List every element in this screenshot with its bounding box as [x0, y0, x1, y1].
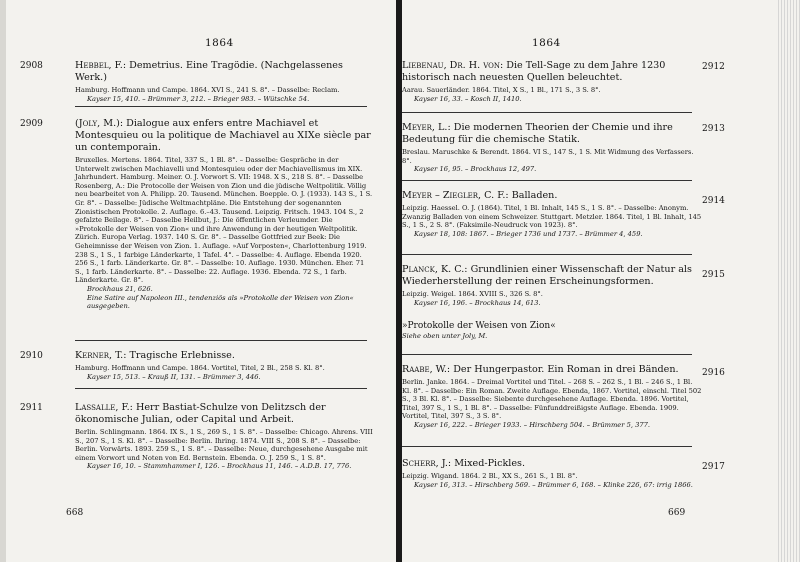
entry-heading — [402, 60, 702, 84]
entry-heading — [75, 350, 373, 362]
entry-author: Meyer – Ziegler, C. F.: — [402, 190, 509, 201]
page-header-year: 1864 — [532, 37, 561, 49]
entry-references: Kayser 16, 95. – Brockhaus 12, 497. — [414, 165, 537, 174]
entry-references: Kayser 16, 33. – Kosch II, 1410. — [414, 94, 522, 103]
entry-references: Kayser 15, 410. – Brümmer 3, 212. – Brieger 983. – Wütschke 54. — [87, 94, 310, 103]
entry-title: Der Hungerpastor. Ein Roman in drei Bänden. — [453, 364, 679, 375]
entry-title: Herr Bastiat-Schulze von Delitzsch der ökonomische Julian, oder Capital und Arbeit. — [75, 402, 326, 425]
entry-body: Hamburg. Hoffmann und Campe. 1864. Vortitel, Titel, 2 Bl., 258 S. Kl. 8°. — [75, 364, 325, 372]
cross-reference-title: »Protokolle der Weisen von Zion« — [402, 321, 556, 331]
entry-2916 — [402, 364, 702, 430]
entry-heading — [402, 458, 702, 470]
entry-body: Leipzig. Haessel. O. J. (1864). Titel, 1 Bl. Inhalt, 145 S., 1 S. 8°. – Dasselbe: Anonym. Zwanzig Balladen von einem Schweizer. Stuttgart. Metzler. 1864. Titel, 1 Bl. Inhalt, 145 S., 1 S., 2 S. 8°. (Faksimile-Neudruck von 1923). 8°. — [402, 204, 702, 230]
entry-body: Hamburg. Hoffmann und Campe. 1864. XVI S., 241 S. 8°. – Dasselbe: Reclam. — [75, 86, 340, 94]
divider — [75, 388, 367, 389]
entry-number: 2914 — [702, 196, 725, 206]
entry-note: Eine Satire auf Napoleon III., tendenziös als »Protokolle der Weisen von Zion« ausgegeben. — [87, 293, 354, 311]
entry-title: Balladen. — [511, 190, 558, 201]
entry-heading — [402, 190, 702, 202]
entry-author: Planck, K. C.: — [402, 264, 468, 275]
entry-number: 2913 — [702, 124, 725, 134]
entry-author: Hebbel, F.: — [75, 60, 127, 71]
entry-title: Dialogue aux enfers entre Machiavel et Montesquieu ou la politique de Machiavel au XIXe siècle par un contemporain. — [75, 118, 371, 153]
entry-heading — [402, 364, 702, 376]
entry-body: Bruxelles. Mertens. 1864. Titel, 337 S., 1 Bl. 8°. – Dasselbe: Gespräche in der Unterwelt zwischen Machiavelli und Montesquieu oder der Machiavellismus im XIX. Jahrhundert. Hamburg. Meiner. O. J. Vorwort S. VII: 1948. X S., 218 S. 8°. – Dasselbe Rosenberg, A.: Die Protocolle der Weisen von Zion und die jüdische Weltpolitik. Völlig neu bearbeitet von A. Philipp. 20. Tausend. München. Boepple. O. J. (1933). 143 S., 1 S. Gr. 8°. – Dasselbe: Jüdische Weltmachtpläne. Die Entstehung der sogenannten Zionistischen Protokolle. 2. Auflage. 6.–43. Tausend. Leipzig. Fritsch. 1943. 104 S., 2 gefalzte Beilage. 8°. – Dasselbe Heilbut, J.: Die öffentlichen Verleumder. Die »Protokolle der Weisen von Zion« und ihre Anwendung in der heutigen Weltpolitik. Zürich. Europa Verlag. 1937. 140 S. Gr. 8°. – Dasselbe Gottfried zur Beek: Die Geheimnisse der Weisen von Zion. 1. Auflage. »Auf Vorposten«, Charlottenburg 1919. 238 S., 1 S., 1 farbige Länderkarte, 1 Tafel. 4°. – Dasselbe: 4. Auflage. Ebenda 1920. 256 S., 1 farb. Länderkarte. Gr. 8°. – Dasselbe: 10. Auflage. 1930. München. Eher. 71 S., 1 farb. Länderkarte. 8°. – Dasselbe: 22. Auflage. 1936. Ebenda. 72 S., 1 farb. Länderkarte. Gr. 8°. — [75, 156, 373, 285]
entry-references: Kayser 16, 222. – Brieger 1933. – Hirschberg 504. – Brümmer 5, 377. — [414, 420, 650, 429]
cross-reference-target: Siehe oben unter Joly, M. — [402, 332, 488, 340]
entry-body: Breslau. Maruschke & Berendt. 1864. VI S., 147 S., 1 S. Mit Widmung des Verfassers. 8°. — [402, 148, 694, 165]
entry-references: Kayser 16, 196. – Brockhaus 14, 613. — [414, 298, 541, 307]
entry-2908 — [20, 60, 373, 103]
entry-title: Grundlinien einer Wissenschaft der Natur als Wiederherstellung der reinen Erscheinungsformen. — [402, 264, 692, 287]
divider — [402, 254, 692, 255]
divider — [402, 446, 692, 447]
entry-references: Kayser 15, 513. – Krauß II, 131. – Brümmer 3, 446. — [87, 372, 261, 381]
entry-heading — [402, 122, 702, 146]
entry-number: 2908 — [20, 61, 43, 71]
entry-references: Brockhaus 21, 626. — [87, 284, 153, 293]
entry-author: Raabe, W.: — [402, 364, 451, 375]
entry-title: Mixed-Pickles. — [454, 458, 526, 469]
entry-body: Berlin. Janke. 1864. – Dreimal Vortitel und Titel. – 268 S. – 262 S., 1 Bl. – 246 S., 1 Bl. Kl. 8°. – Dasselbe: Ein Roman. Zweite Auflage. Ebenda, 1867. Vortitel, einschl. Titel 502 S., 3 Bl. Kl. 8°. – Dasselbe: Siebente durchgesehene Auflage. Ebenda. 1896. Vortitel, Titel, 397 S., 1 S., 1 Bl. 8°. – Dasselbe: Fünfunddreißigste Auflage. Ebenda. 1909. Vortitel, Titel, 397 S., 3 S. 8°. — [402, 378, 702, 421]
entry-2909 — [20, 118, 373, 311]
divider — [75, 106, 367, 107]
entry-number: 2911 — [20, 403, 43, 413]
entry-2917 — [402, 458, 702, 489]
entry-2910 — [20, 350, 373, 381]
entry-number: 2910 — [20, 351, 43, 361]
divider — [402, 112, 692, 113]
entry-2915 — [402, 264, 702, 307]
right-page — [402, 0, 800, 562]
entry-number: 2912 — [702, 62, 725, 72]
entry-references: Kayser 16, 10. – Stammhammer I, 126. – Brockhaus 11, 146. – A.D.B. 17, 776. — [87, 462, 352, 471]
entry-2914 — [402, 190, 702, 238]
page-number: 668 — [66, 508, 84, 518]
entry-body: Leipzig. Weigel. 1864. XVIII S., 326 S. 8°. — [402, 290, 543, 298]
entry-author: Meyer, L.: — [402, 122, 451, 133]
entry-author: Scherr, J.: — [402, 458, 452, 469]
entry-number: 2909 — [20, 119, 43, 129]
entry-author: Liebenau, Dr. H. von: — [402, 60, 504, 71]
entry-heading — [75, 402, 373, 426]
page-edge — [778, 0, 800, 562]
divider — [402, 180, 692, 181]
entry-title: Die modernen Theorien der Chemie und ihre Bedeutung für die chemische Statik. — [402, 122, 673, 145]
cross-reference — [402, 320, 702, 341]
entry-author: Lassalle, F.: — [75, 402, 133, 413]
entry-2911 — [20, 402, 373, 471]
entry-author: (Joly, M.): — [75, 118, 124, 129]
page-header-year: 1864 — [205, 37, 234, 49]
entry-references: Kayser 18, 108: 1867. – Brieger 1736 und 1737. – Brümmer 4, 459. — [414, 229, 643, 238]
entry-text — [402, 60, 702, 103]
entry-heading — [402, 264, 702, 288]
entry-heading — [75, 118, 373, 154]
entry-title: Demetrius. Eine Tragödie. (Nachgelassenes Werk.) — [75, 60, 343, 83]
entry-heading — [75, 60, 373, 84]
entry-2913 — [402, 122, 702, 174]
entry-body: Berlin. Schlingmann. 1864. IX S., 1 S., 269 S., 1 S. 8°. – Dasselbe: Chicago. Ahrens. VIII S., 207 S., 1 S. Kl. 8°. – Dasselbe: Berlin. Ihring. 1874. VIII S., 208 S. 8°. – Dasselbe: Berlin. Vorwärts. 1893. 259 S., 1 S. 8°. – Dasselbe: Neue, durchgesehene Ausgabe mit einem Vorwort und Noten von Ed. Bernstein. Ebenda. O. J. 259 S., 1 S. 8°. — [75, 428, 373, 462]
entry-author: Kerner, T.: — [75, 350, 127, 361]
page-edge — [0, 0, 6, 562]
divider — [402, 354, 692, 355]
entry-references: Kayser 16, 313. – Hirschberg 569. – Brümmer 6, 168. – Klinke 226, 67: irrig 1866. — [414, 480, 693, 489]
page-number: 669 — [668, 508, 686, 518]
divider — [75, 340, 367, 341]
left-page — [0, 0, 396, 562]
entry-number: 2915 — [702, 270, 725, 280]
entry-number: 2916 — [702, 368, 725, 378]
entry-title: Tragische Erlebnisse. — [129, 350, 235, 361]
entry-body: Aarau. Sauerländer. 1864. Titel, X S., 1 Bl., 171 S., 3 S. 8°. — [402, 86, 601, 94]
entry-number: 2917 — [702, 462, 725, 472]
entry-body: Leipzig. Wigand. 1864. 2 Bl., XX S., 261 S., 1 Bl. 8°. — [402, 472, 578, 480]
entry-title: Die Tell-Sage zu dem Jahre 1230 historisch nach neuesten Quellen beleuchtet. — [402, 60, 666, 83]
